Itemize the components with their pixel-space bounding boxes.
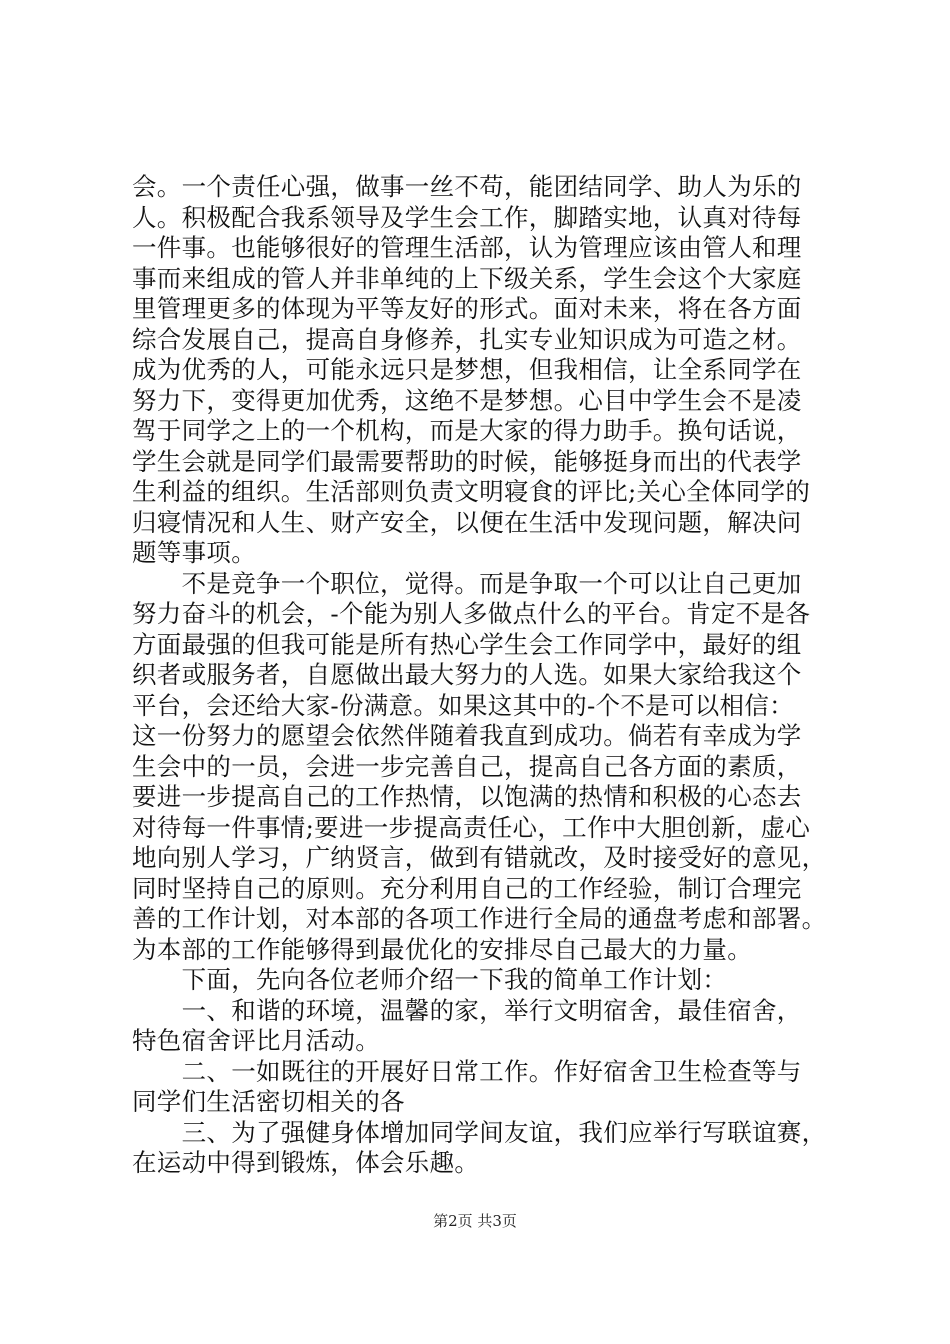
body-text — [132, 172, 842, 1179]
text-line: 三、为了强健身体增加同学间友谊，我们应举行写联谊赛， — [132, 1117, 827, 1147]
page-number: 第2页 共3页 — [433, 1212, 517, 1230]
text-line: 成为优秀的人，可能永远只是梦想，但我相信，让全系同学在 — [132, 355, 802, 384]
text-line: 在运动中得到锻炼，体会乐趣。 — [132, 1148, 480, 1177]
text-line: 下面，先向各位老师介绍一下我的简单工作计划： — [132, 965, 728, 994]
text-line: 生会中的一员，会进一步完善自己，提高自己各方面的素质， — [132, 751, 802, 781]
text-line: 特色宿舍评比月活动。 — [132, 1026, 380, 1055]
text-line: 事而来组成的管人并非单纯的上下级关系，学生会这个大家庭 — [132, 263, 802, 293]
text-line: 一件事。也能够很好的管理生活部，认为管理应该由管人和理 — [132, 233, 802, 262]
text-line: 地向别人学习，广纳贤言，做到有错就改，及时接受好的意见， — [132, 843, 827, 872]
text-line: 不是竞争一个职位，觉得。而是争取一个可以让自己更加 — [132, 568, 802, 598]
text-line: 努力下，变得更加优秀，这绝不是梦想。心目中学生会不是凌 — [132, 385, 802, 415]
text-line: 生利益的组织。生活部则负责文明寝食的评比;关心全体同学的 — [132, 477, 811, 506]
text-line: 善的工作计划，对本部的各项工作进行全局的通盘考虑和部署。 — [132, 904, 827, 933]
text-line: 努力奋斗的机会，-个能为别人多做点什么的平台。肯定不是各 — [132, 599, 811, 628]
text-line: 综合发展自己，提高自身修养，扎实专业知识成为可造之材。 — [132, 324, 802, 354]
text-line: 这一份努力的愿望会依然伴随着我直到成功。倘若有幸成为学 — [132, 721, 802, 750]
text-line: 要进一步提高自己的工作热情，以饱满的热情和积极的心态去 — [132, 782, 802, 811]
text-line: 同学们生活密切相关的各 — [132, 1087, 405, 1116]
text-line: 对待每一件事情;要进一步提高责任心，工作中大胆创新，虚心 — [132, 812, 811, 842]
text-line: 平台，会还给大家-份满意。如果这其中的-个不是可以相信： — [132, 690, 794, 720]
text-line: 学生会就是同学们最需要帮助的时候，能够挺身而出的代表学 — [132, 446, 802, 476]
text-line: 题等事项。 — [132, 538, 256, 567]
text-line: 里管理更多的体现为平等友好的形式。面对未来，将在各方面 — [132, 294, 802, 323]
text-line: 归寝情况和人生、财产安全，以便在生活中发现问题，解决问 — [132, 507, 802, 537]
text-line: 一、和谐的环境，温馨的家，举行文明宿舍，最佳宿舍， — [132, 995, 802, 1025]
text-line: 会。一个责任心强，做事一丝不苟，能团结同学、助人为乐的 — [132, 172, 802, 201]
text-line: 同时坚持自己的原则。充分利用自己的工作经验，制订合理完 — [132, 873, 802, 903]
text-line: 方面最强的但我可能是所有热心学生会工作同学中，最好的组 — [132, 629, 802, 659]
page-footer — [0, 1210, 950, 1231]
text-line: 织者或服务者，自愿做出最大努力的人选。如果大家给我这个 — [132, 660, 802, 689]
text-line: 二、一如既往的开展好日常工作。作好宿舍卫生检查等与 — [132, 1056, 802, 1086]
text-line: 人。积极配合我系领导及学生会工作，脚踏实地，认真对待每 — [132, 202, 802, 232]
text-line: 为本部的工作能够得到最优化的安排尽自己最大的力量。 — [132, 934, 752, 964]
text-line: 驾于同学之上的一个机构，而是大家的得力助手。换句话说， — [132, 416, 802, 445]
